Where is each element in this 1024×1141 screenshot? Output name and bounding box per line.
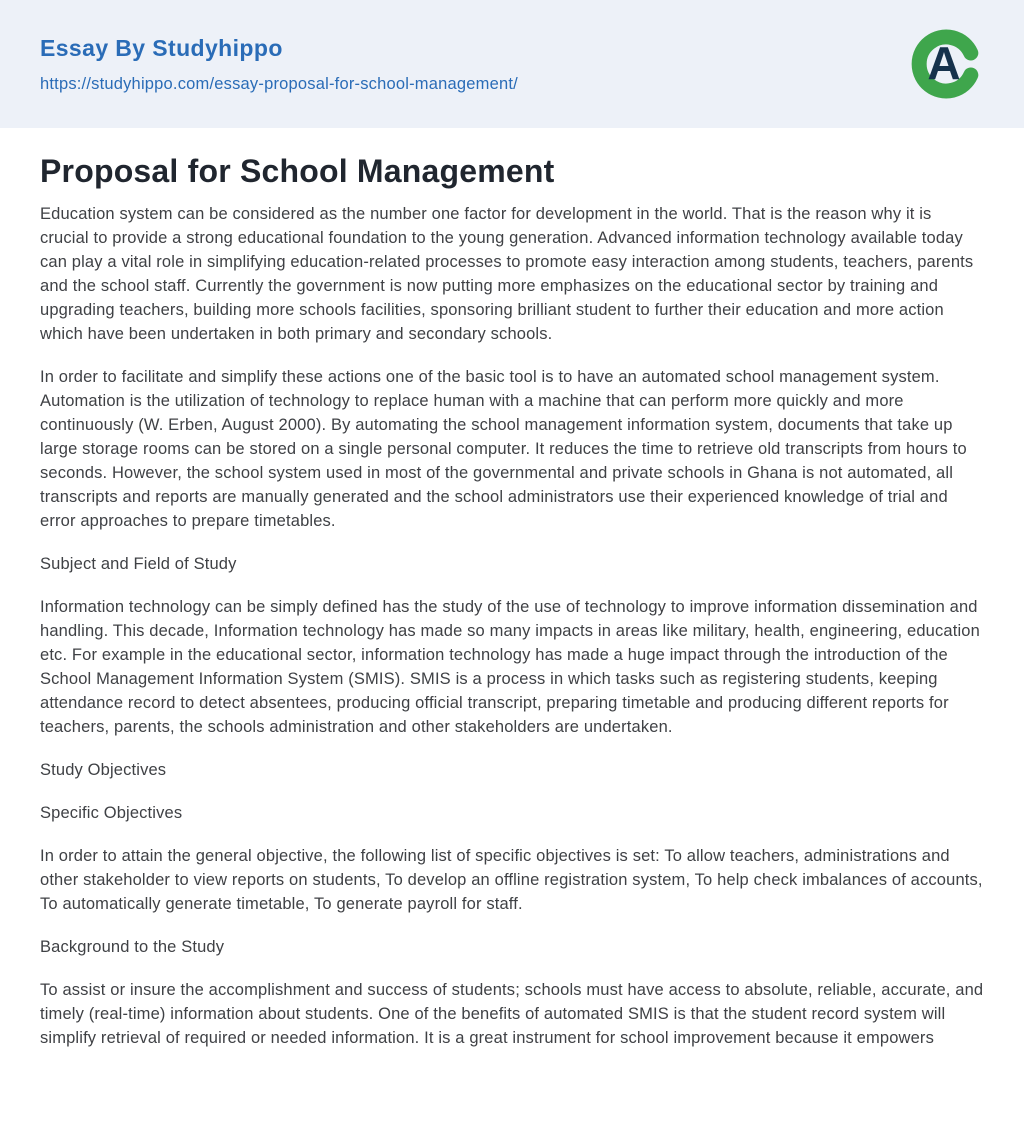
section-heading: Specific Objectives (40, 804, 183, 823)
logo-letter: A (927, 37, 961, 89)
header (0, 0, 1024, 128)
paragraph: To assist or insure the accomplishment and success of students; schools must have access to absolute, reliable, accurate, and timely (real-time) information about students. One of the benefits of automated SMIS is that the student record system will simplify retrieval of required or needed information. It is a great instrument for school improvement because it empowers (40, 981, 984, 1048)
article (0, 128, 1024, 1080)
studyhippo-logo-svg (908, 26, 984, 102)
section-heading: Background to the Study (40, 938, 225, 957)
section-heading: Subject and Field of Study (40, 555, 237, 574)
section-heading: Study Objectives (40, 761, 167, 780)
studyhippo-logo-icon (908, 26, 984, 102)
paragraph: In order to facilitate and simplify these actions one of the basic tool is to have an automated school management system. Automation is the utilization of technology to replace human with a machine that can perform more quickly and more continuously (W. Erben, August 2000). By automating the school management information system, documents that take up large storage rooms can be stored on a single personal computer. It reduces the time to retrieve old transcripts from hours to seconds. However, the school system used in most of the governmental and private schools in Ghana is not automated, all transcripts and reports are manually generated and the school administrators use their experienced knowledge of trial and error approaches to prepare timetables. (40, 368, 967, 531)
paragraph: Information technology can be simply defined has the study of the use of technology to improve information dissemination and handling. This decade, Information technology has made so many impacts in areas like military, health, engineering, education etc. For example in the educational sector, information technology has made a huge impact through the introduction of the School Management Information System (SMIS). SMIS is a process in which tasks such as registering students, keeping attendance record to detect absentees, producing official transcript, preparing timetable and producing different reports for teachers, parents, the schools administration and other stakeholders are undertaken. (40, 598, 980, 737)
article-title: Proposal for School Management (40, 153, 555, 189)
essay-url-link[interactable]: https://studyhippo.com/essay-proposal-for-school-management/ (40, 74, 518, 93)
paragraph: In order to attain the general objective, the following list of specific objectives is set: To allow teachers, administrations and other stakeholder to view reports on students, To develop an offline registration system, To help check imbalances of accounts, To automatically generate timetable, To generate payroll for staff. (40, 847, 983, 914)
header-text-block (40, 35, 518, 94)
site-title: Essay By Studyhippo (40, 34, 283, 61)
paragraph: Education system can be considered as the number one factor for development in the world. That is the reason why it is crucial to provide a strong educational foundation to the young generation. Advanced information technology available today can play a vital role in simplifying education-related processes to promote easy interaction among students, teachers, parents and the school staff. Currently the government is now putting more emphasizes on the educational sector by training and upgrading teachers, building more schools facilities, sponsoring brilliant student to further their education and more action which have been undertaken in both primary and secondary schools. (40, 205, 974, 344)
